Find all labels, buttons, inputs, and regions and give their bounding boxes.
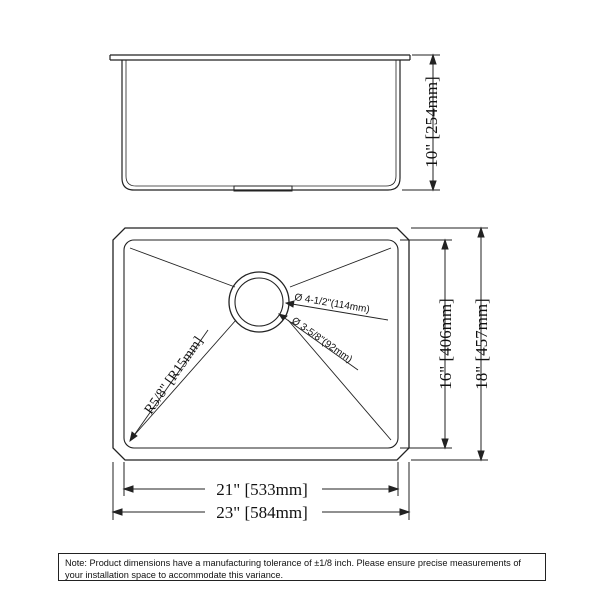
sink-side-view bbox=[110, 55, 410, 191]
inner-length-label: 16" [406mm] bbox=[436, 298, 455, 390]
outer-length-label: 18" [457mm] bbox=[472, 298, 491, 390]
drain-icon bbox=[229, 272, 289, 332]
tolerance-note bbox=[58, 553, 546, 581]
outer-width-label: 23" [584mm] bbox=[216, 503, 308, 522]
inner-width-label: 21" [533mm] bbox=[216, 480, 308, 499]
drain-leader-lines bbox=[279, 301, 388, 370]
tolerance-note-text: Note: Product dimensions have a manufacturing tolerance of ±1/8 inch. Please ensure precise measurements of your installation space to accommodate this variance. bbox=[65, 558, 521, 580]
sink-top-view bbox=[113, 228, 409, 460]
drain-outer-diameter-label: Ø 4-1/2"(114mm) bbox=[293, 292, 371, 316]
drain-inner-diameter-label: Ø 3-5/8"(92mm) bbox=[289, 315, 355, 366]
depth-label: 10" [254mm] bbox=[422, 76, 441, 168]
corner-radius-label: R5/8" [R15mm] bbox=[141, 334, 207, 418]
